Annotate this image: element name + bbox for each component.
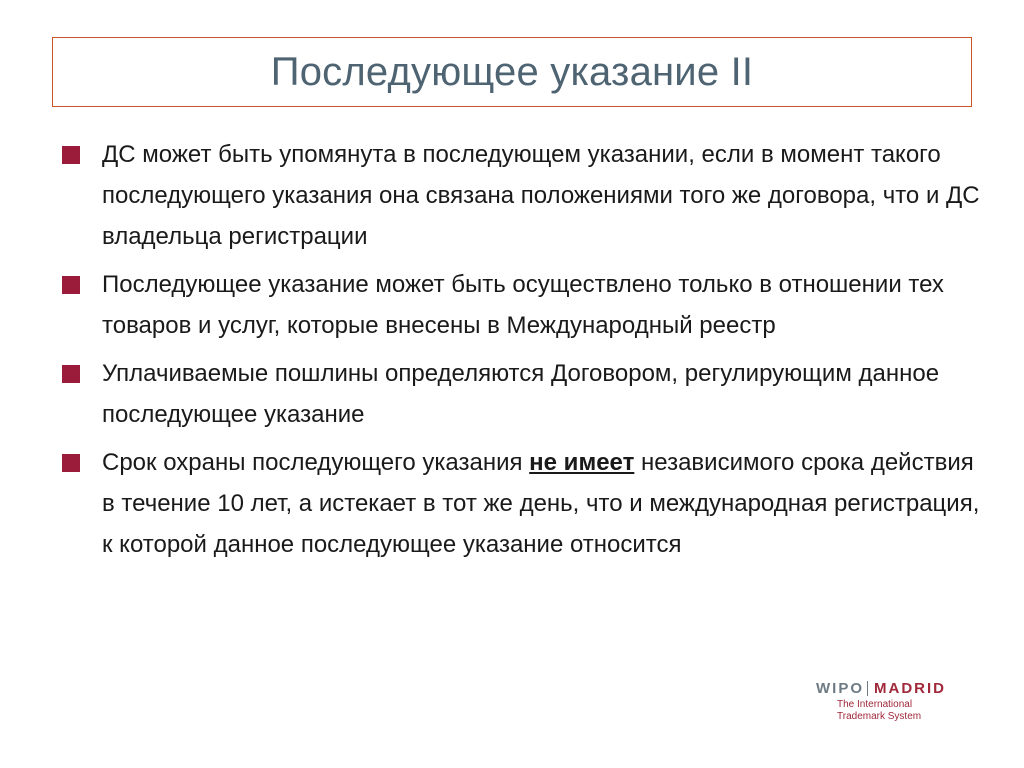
logo-subtitle-line1: The International (837, 699, 913, 710)
logo-divider (867, 681, 868, 696)
logo-subtitle-line2: Trademark System (837, 711, 922, 722)
wipo-madrid-logo (816, 679, 986, 729)
logo-subtitle (837, 699, 986, 723)
bullet-text: ДС может быть упомянута в последующем указании, если в момент такого последующего указания она связана положениями того же договора, что и ДС владельца регистрации (102, 141, 980, 250)
bullet-item (62, 264, 982, 346)
bullet-item (62, 353, 982, 435)
logo-wipo: WIPO (816, 679, 864, 697)
slide-title: Последующее указание II (270, 49, 754, 94)
bullet-text-before: Срок охраны последующего указания (102, 449, 530, 476)
title-box (52, 37, 972, 107)
bullet-text: Уплачиваемые пошлины определяются Договором, регулирующим данное последующее указание (102, 360, 940, 428)
bullet-text: Последующее указание может быть осуществлено только в отношении тех товаров и услуг, которые внесены в Международный реестр (102, 271, 944, 339)
logo-madrid: MADRID (874, 679, 946, 697)
square-bullet-icon (62, 146, 80, 164)
bullet-item (62, 442, 982, 565)
bullet-item (62, 134, 982, 257)
square-bullet-icon (62, 365, 80, 383)
bullet-emphasis: не имеет (529, 449, 635, 476)
bullet-list (62, 134, 982, 572)
square-bullet-icon (62, 276, 80, 294)
logo-wordmark (816, 679, 986, 697)
square-bullet-icon (62, 454, 80, 472)
bullet-text-after: независимого срока действия в течение 10 лет, а истекает в тот же день, что и международная регистрация, к которой данное последующее указание относится (102, 449, 980, 558)
